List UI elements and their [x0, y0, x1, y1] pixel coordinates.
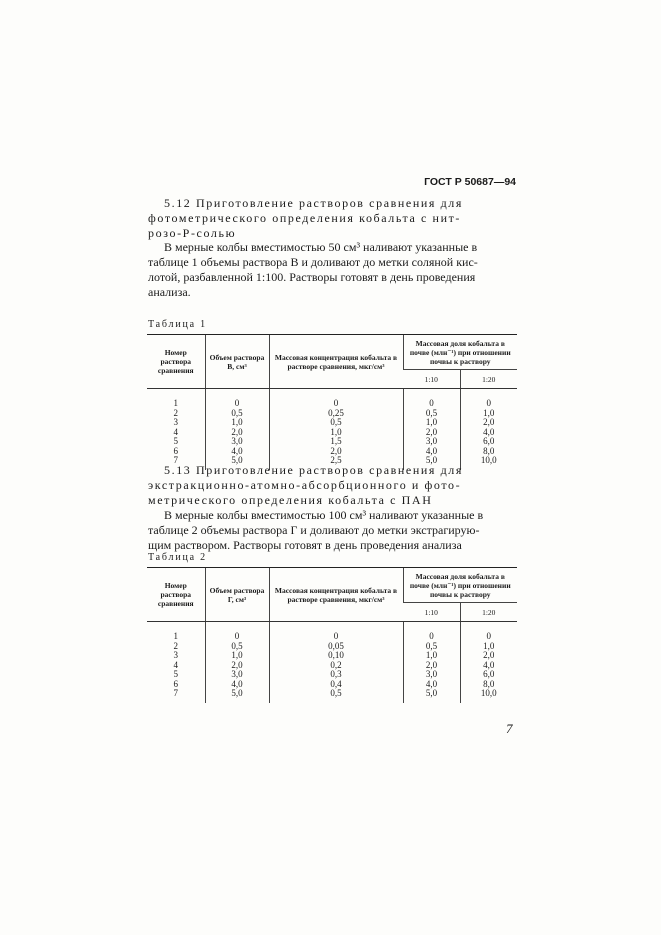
cell-volume: 0: [205, 389, 269, 409]
cell-number: 2: [173, 640, 178, 651]
header-ratio-1-20: 1:20: [460, 603, 517, 622]
cell-concentration: 0: [269, 622, 403, 642]
cell-ratio-1-20: 1,0: [460, 409, 517, 419]
cell-ratio-1-10: 0,5: [403, 642, 460, 652]
header-number: Номер раствора сравнения: [147, 335, 205, 389]
section-5-13-heading: [148, 463, 518, 508]
cell-number: 1: [173, 631, 178, 641]
heading-line: 5.13 Приготовление растворов сравнения для: [164, 463, 464, 477]
cell-concentration: 1,5: [269, 437, 403, 447]
cell-ratio-1-10: 2,0: [403, 428, 460, 438]
cell-number: 5: [173, 669, 178, 679]
section-5-12-heading: [148, 196, 518, 241]
cell-volume: 3,0: [205, 437, 269, 447]
cell-volume: 5,0: [205, 456, 269, 470]
header-mass-fraction: Массовая доля кобальта в почве (млн⁻¹) при отношении почвы к раствору: [403, 568, 517, 603]
header-volume: Объем раствора Г, см³: [205, 568, 269, 622]
cell-ratio-1-20: 0: [460, 622, 517, 642]
paragraph-line: лотой, разбавленной 1:100. Растворы готовят в день проведения: [148, 270, 476, 284]
heading-line: 5.12 Приготовление растворов сравнения для: [164, 196, 464, 210]
cell-number: 3: [173, 650, 178, 660]
paragraph-line: анализа.: [148, 285, 191, 299]
heading-line: экстракционно-атомно-абсорбционного и фото-: [148, 478, 462, 492]
cell-ratio-1-10: 0: [403, 389, 460, 409]
cell-number: 1: [173, 398, 178, 408]
header-concentration: Массовая концентрация кобальта в растворе сравнения, мкг/см³: [269, 335, 403, 389]
cell-number: 7: [173, 455, 178, 465]
cell-number: 3: [173, 417, 178, 427]
cell-volume: 0,5: [205, 642, 269, 652]
cell-ratio-1-20: 0: [460, 389, 517, 409]
cell-volume: 1,0: [205, 651, 269, 661]
cell-ratio-1-20: 8,0: [460, 447, 517, 457]
cell-ratio-1-10: 2,0: [403, 661, 460, 671]
cell-ratio-1-20: 4,0: [460, 661, 517, 671]
cell-concentration: 0,5: [269, 418, 403, 428]
table-1: [147, 334, 517, 470]
cell-ratio-1-20: 10,0: [460, 689, 517, 703]
document-id: ГОСТ Р 50687—94: [424, 176, 516, 188]
cell-volume: 0,5: [205, 409, 269, 419]
cell-ratio-1-10: 3,0: [403, 670, 460, 680]
header-mass-fraction: Массовая доля кобальта в почве (млн⁻¹) при отношении почвы к раствору: [403, 335, 517, 370]
cell-ratio-1-10: 0: [403, 622, 460, 642]
cell-ratio-1-20: 4,0: [460, 428, 517, 438]
cell-volume: 4,0: [205, 447, 269, 457]
cell-volume: 0: [205, 622, 269, 642]
cell-ratio-1-10: 1,0: [403, 651, 460, 661]
cell-ratio-1-10: 4,0: [403, 447, 460, 457]
paragraph-line: таблице 1 объемы раствора В и доливают до метки соляной кис-: [148, 255, 478, 269]
cell-concentration: 0,05: [269, 642, 403, 652]
cell-number: 6: [173, 678, 178, 689]
cell-ratio-1-20: 6,0: [460, 437, 517, 447]
section-5-12-paragraph: [148, 240, 518, 300]
cell-concentration: 0,4: [269, 680, 403, 690]
cell-ratio-1-10: 5,0: [403, 689, 460, 703]
section-5-13-paragraph: [148, 508, 518, 553]
cell-ratio-1-20: 1,0: [460, 642, 517, 652]
header-volume: Объем раствора В, см³: [205, 335, 269, 389]
cell-ratio-1-10: 5,0: [403, 456, 460, 470]
cell-concentration: 2,5: [269, 456, 403, 470]
header-ratio-1-20: 1:20: [460, 370, 517, 389]
page-number: 7: [506, 721, 513, 736]
cell-ratio-1-10: 3,0: [403, 437, 460, 447]
cell-volume: 2,0: [205, 428, 269, 438]
cell-ratio-1-20: 8,0: [460, 680, 517, 690]
table-1-label: Таблица 1: [148, 319, 207, 330]
paragraph-line: таблице 2 объемы раствора Г и доливают до метки экстрагирую-: [148, 523, 480, 537]
cell-concentration: 0: [269, 389, 403, 409]
cell-concentration: 0,10: [269, 651, 403, 661]
cell-volume: 5,0: [205, 689, 269, 703]
cell-ratio-1-10: 4,0: [403, 680, 460, 690]
table-row: [147, 622, 517, 642]
cell-number: 2: [173, 407, 178, 418]
table-2: [147, 567, 517, 703]
cell-number: 5: [173, 436, 178, 446]
cell-ratio-1-10: 1,0: [403, 418, 460, 428]
heading-line: фотометрического определения кобальта с нит-: [148, 211, 462, 225]
cell-concentration: 0,25: [269, 409, 403, 419]
cell-number: 6: [173, 445, 178, 456]
table-2-label: Таблица 2: [148, 552, 207, 563]
header-number: Номер раствора сравнения: [147, 568, 205, 622]
cell-ratio-1-20: 2,0: [460, 418, 517, 428]
cell-ratio-1-20: 10,0: [460, 456, 517, 470]
cell-number: 4: [173, 659, 178, 670]
cell-ratio-1-20: 2,0: [460, 651, 517, 661]
cell-ratio-1-20: 6,0: [460, 670, 517, 680]
cell-concentration: 1,0: [269, 428, 403, 438]
heading-line: метрического определения кобальта с ПАН: [148, 493, 433, 507]
cell-number: 7: [173, 688, 178, 698]
cell-ratio-1-10: 0,5: [403, 409, 460, 419]
header-ratio-1-10: 1:10: [403, 603, 460, 622]
cell-volume: 3,0: [205, 670, 269, 680]
cell-concentration: 0,2: [269, 661, 403, 671]
cell-volume: 2,0: [205, 661, 269, 671]
paragraph-line: В мерные колбы вместимостью 50 см³ наливают указанные в: [164, 240, 478, 254]
cell-number: 4: [173, 426, 178, 437]
paragraph-line: В мерные колбы вместимостью 100 см³ наливают указанные в: [164, 508, 484, 522]
paragraph-line: щим раствором. Растворы готовят в день проведения анализа: [148, 538, 462, 552]
heading-line: розо-Р-солью: [148, 226, 237, 240]
cell-volume: 4,0: [205, 680, 269, 690]
cell-concentration: 0,5: [269, 689, 403, 703]
cell-volume: 1,0: [205, 418, 269, 428]
header-concentration: Массовая концентрация кобальта в растворе сравнения, мкг/см³: [269, 568, 403, 622]
cell-concentration: 2,0: [269, 447, 403, 457]
table-row: [147, 389, 517, 409]
table-row: [147, 689, 517, 703]
header-ratio-1-10: 1:10: [403, 370, 460, 389]
cell-concentration: 0,3: [269, 670, 403, 680]
